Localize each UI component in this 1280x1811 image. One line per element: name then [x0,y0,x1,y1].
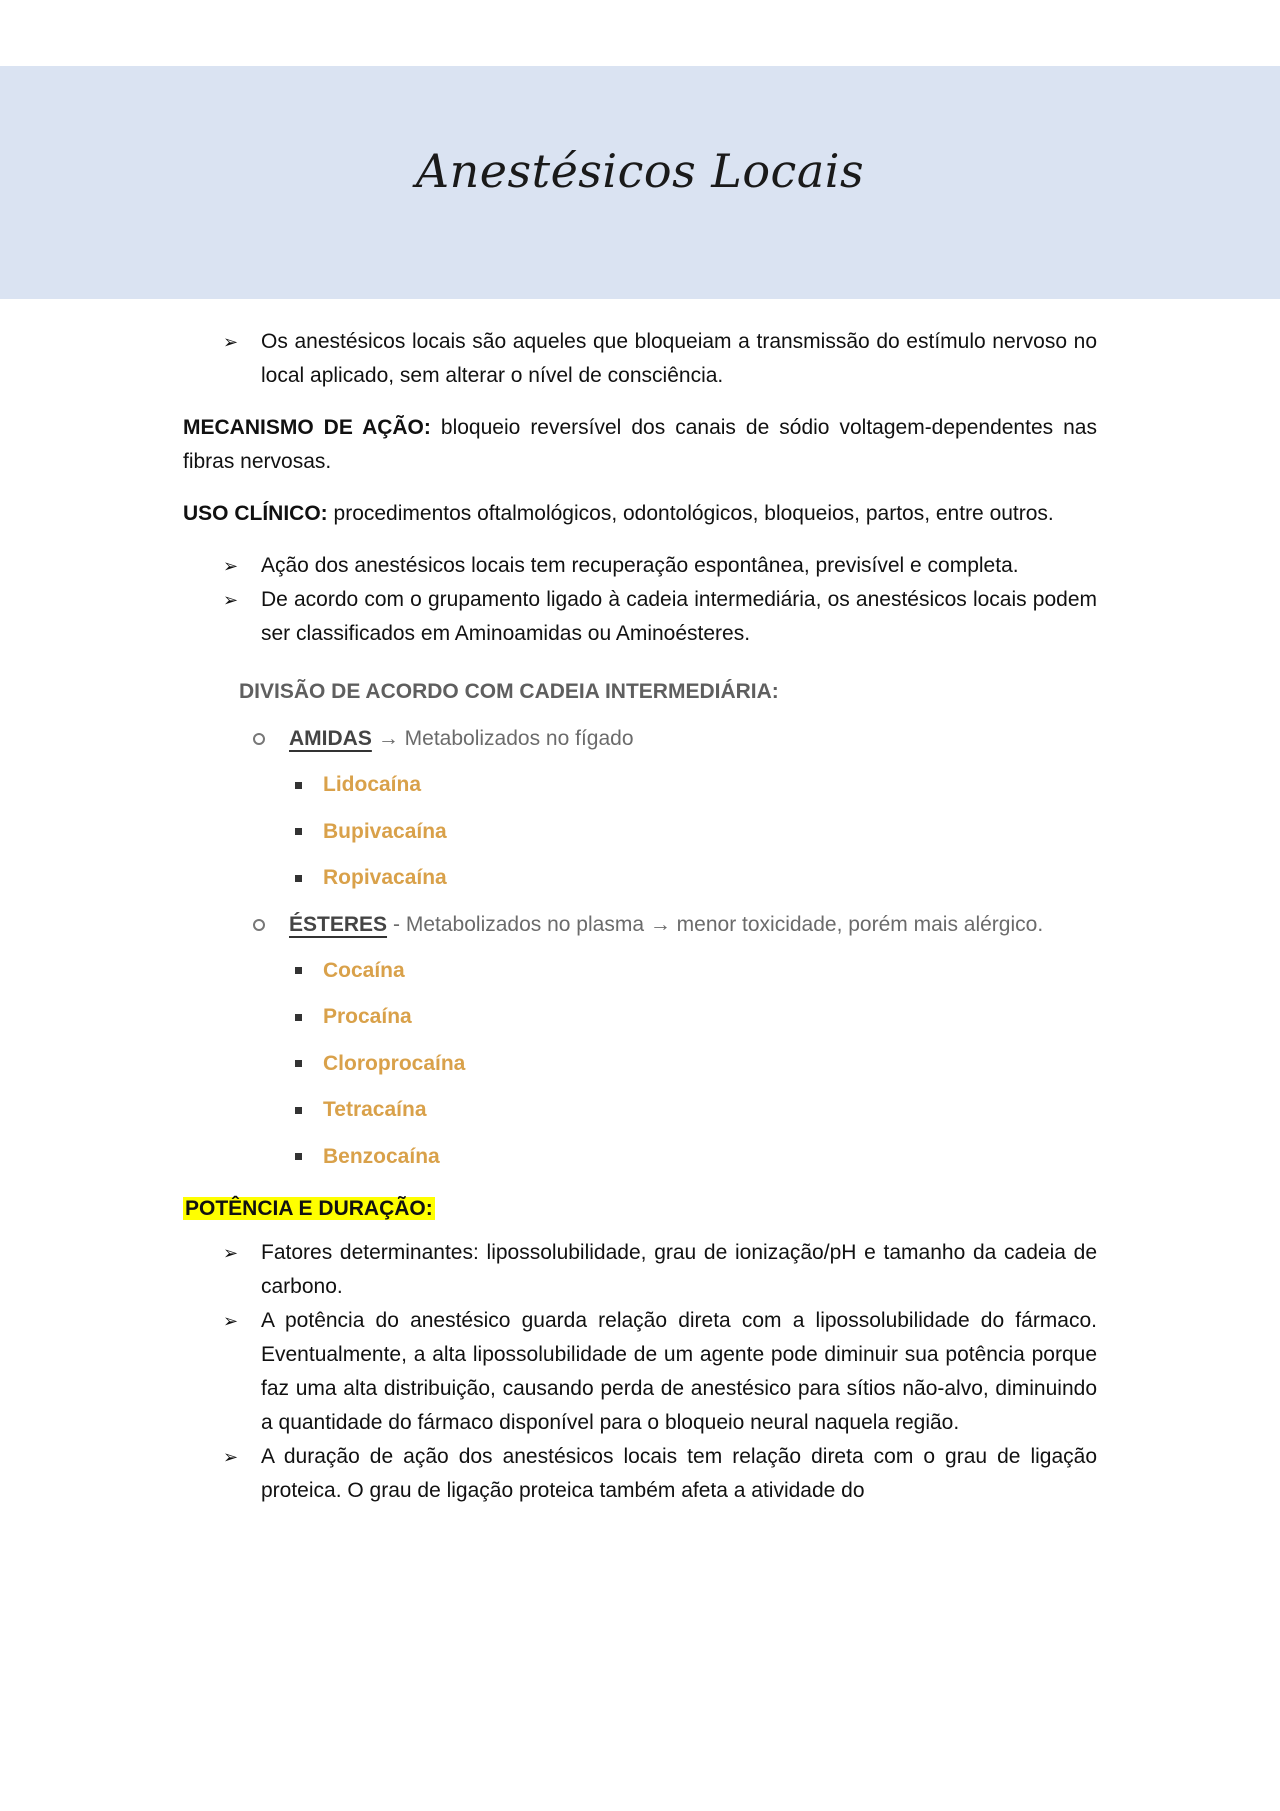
square-bullet-icon [295,1060,302,1067]
uso-text: procedimentos oftalmológicos, odontológicos, bloqueios, partos, entre outros. [333,502,1054,525]
drug-item: Bupivacaína [239,815,1097,849]
list-item: ➢ A potência do anestésico guarda relação direta com a lipossolubilidade do fármaco. Eventualmente, a alta lipossolubilidade de um agente pode diminuir sua potência porque faz uma alta distribuição, causando perda de anestésico para sítios não-alvo, diminuindo a quantidade do fármaco disponível para o bloqueio neural naquela região. [183,1304,1097,1440]
drug-item: Benzocaína [239,1140,1097,1174]
uso-paragraph [183,497,1097,531]
esteres-name: ÉSTERES [289,912,388,936]
circle-bullet-icon [253,919,265,931]
square-bullet-icon [295,1107,302,1114]
drug-item: Tetracaína [239,1093,1097,1127]
square-bullet-icon [295,1014,302,1021]
arrow-bullet-icon: ➢ [223,1243,239,1263]
amidas-desc: → Metabolizados no fígado [377,727,634,750]
arrow-bullet-icon: ➢ [223,332,239,352]
square-bullet-icon [295,875,302,882]
drug-item: Procaína [239,1000,1097,1034]
amidas-name: AMIDAS [289,727,372,750]
esteres-desc: - Metabolizados no plasma → menor toxicidade, porém mais alérgico. [393,912,1044,936]
division-title: DIVISÃO DE ACORDO COM CADEIA INTERMEDIÁRIA: [239,680,779,703]
arrow-bullet-icon: ➢ [223,1447,239,1467]
drug-item: Ropivacaína [239,861,1097,895]
square-bullet-icon [295,1153,302,1160]
arrow-bullet-icon: ➢ [223,556,239,576]
arrow-bullet-icon: ➢ [223,1311,239,1331]
list-item: ➢ De acordo com o grupamento ligado à cadeia intermediária, os anestésicos locais podem ser classificados em Aminoamidas ou Aminoésteres. [183,583,1097,651]
list-item: ➢ Fatores determinantes: lipossolubilidade, grau de ionização/pH e tamanho da cadeia de carbono. [183,1236,1097,1304]
esteres-group [239,908,1097,942]
uso-label: USO CLÍNICO: [183,502,328,525]
document-body [183,325,1097,1508]
drug-item: Lidocaína [239,768,1097,802]
division-image [183,675,1097,1174]
page-title: Anestésicos Locais [415,144,865,198]
square-bullet-icon [295,967,302,974]
circle-bullet-icon [253,733,265,745]
arrow-bullet-icon: ➢ [223,590,239,610]
mecanismo-text: bloqueio reversível dos canais de sódio voltagem-dependentes nas fibras nervosas. [183,416,1097,473]
amidas-group [239,722,1097,756]
list-item: ➢ Ação dos anestésicos locais tem recuperação espontânea, previsível e completa. [183,549,1097,583]
intro-bullet: ➢ Os anestésicos locais são aqueles que bloqueiam a transmissão do estímulo nervoso no local aplicado, sem alterar o nível de consciência. [183,325,1097,393]
potencia-heading: POTÊNCIA E DURAÇÃO: [185,1197,433,1220]
square-bullet-icon [295,782,302,789]
square-bullet-icon [295,828,302,835]
list-item: ➢ A duração de ação dos anestésicos locais tem relação direta com o grau de ligação proteica. O grau de ligação proteica também afeta a atividade do [183,1440,1097,1508]
potencia-heading-line [183,1192,1097,1226]
mecanismo-label: MECANISMO DE AÇÃO: [183,416,431,439]
mecanismo-paragraph [183,411,1097,479]
drug-item: Cloroprocaína [239,1047,1097,1081]
drug-item: Cocaína [239,954,1097,988]
